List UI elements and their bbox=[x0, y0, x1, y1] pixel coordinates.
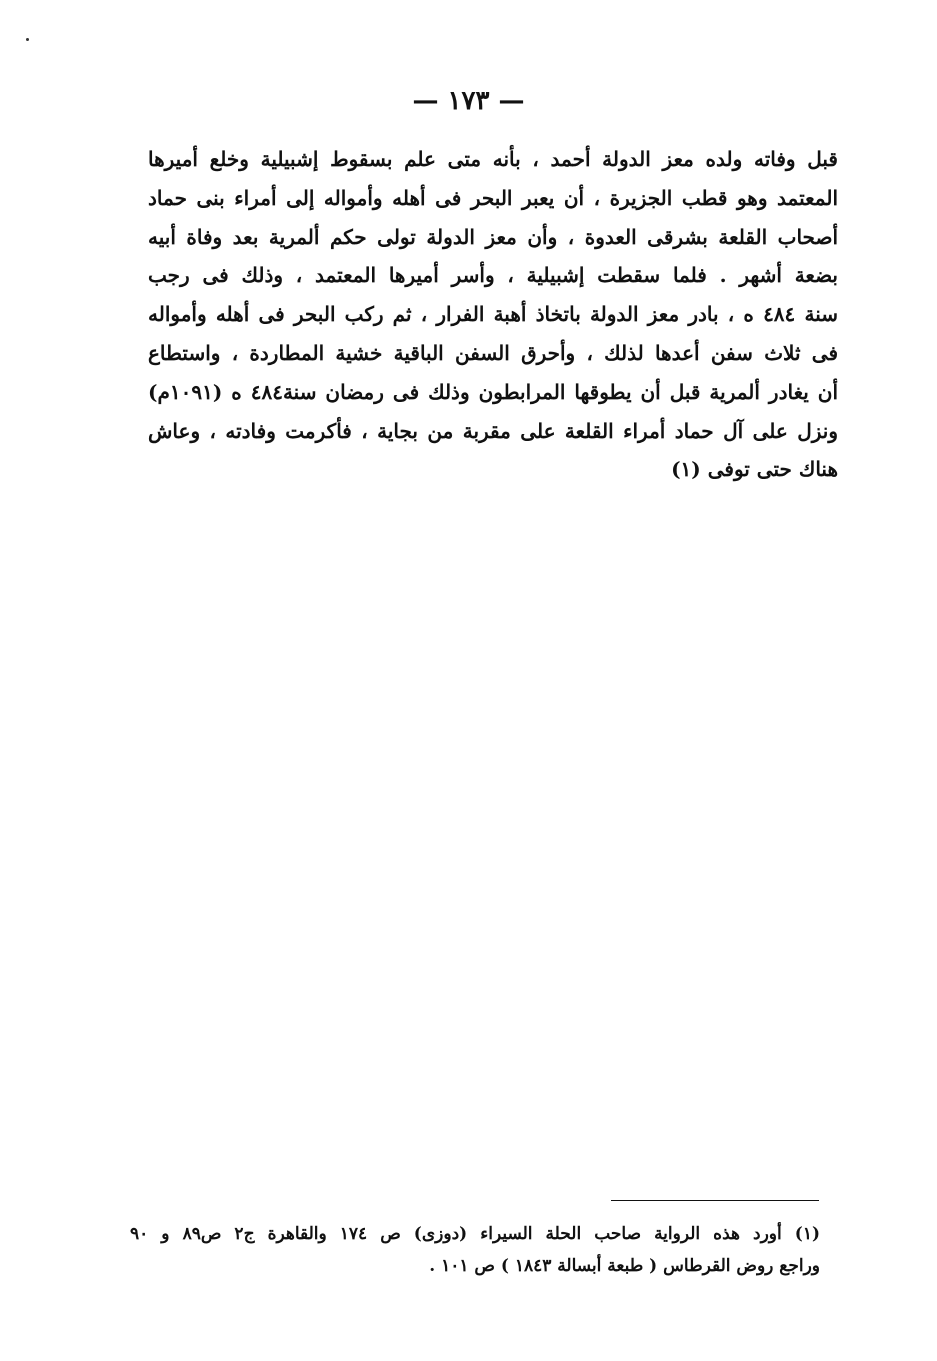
text-line: أن يغادر ألمرية قبل أن يطوقها المرابطون وذلك فى رمضان سنة٤٨٤ ه (١٠٩١م) bbox=[148, 379, 838, 404]
footnote-line: (١) أورد هذه الرواية صاحب الحلة السيراء (دوزى) ص ١٧٤ والقاهرة ج٢ ص٨٩ و ٩٠ bbox=[130, 1224, 820, 1244]
text-line: المعتمد وهو قطب الجزيرة ، أن يعبر البحر فى أهله وأمواله إلى أمراء بنى حماد bbox=[148, 185, 838, 210]
text-line: قبل وفاته ولده معز الدولة أحمد ، بأنه متى علم بسقوط إشبيلية وخلع أميرها bbox=[148, 147, 838, 171]
text-line: فى ثلاث سفن أعدها لذلك ، وأحرق السفن الباقية خشية المطاردة ، واستطاع bbox=[148, 340, 838, 365]
text-line: هناك حتى توفى (١) bbox=[671, 457, 838, 482]
scan-speck bbox=[26, 38, 29, 41]
main-text bbox=[148, 140, 838, 489]
text-line: أصحاب القلعة بشرقى العدوة ، وأن معز الدولة تولى حكم ألمرية بعد وفاة أبيه bbox=[148, 224, 838, 249]
text-line: ونزل على آل حماد أمراء القلعة على مقربة من بجاية ، فأكرمت وفادته ، وعاش bbox=[148, 418, 838, 443]
text-line: بضعة أشهر . فلما سقطت إشبيلية ، وأسر أميرها المعتمد ، وذلك فى رجب bbox=[148, 263, 838, 288]
page-number: — ١٧٣ — bbox=[412, 86, 525, 116]
text-line: سنة ٤٨٤ ه ، بادر معز الدولة باتخاذ أهبة الفرار ، ثم ركب البحر فى أهله وأمواله bbox=[148, 302, 838, 327]
footnotes bbox=[130, 1218, 820, 1282]
footnote-divider bbox=[611, 1200, 819, 1201]
footnote-line: وراجع روض القرطاس ( طبعة أبسالة ١٨٤٣ ) ص ١٠١ . bbox=[429, 1256, 820, 1276]
